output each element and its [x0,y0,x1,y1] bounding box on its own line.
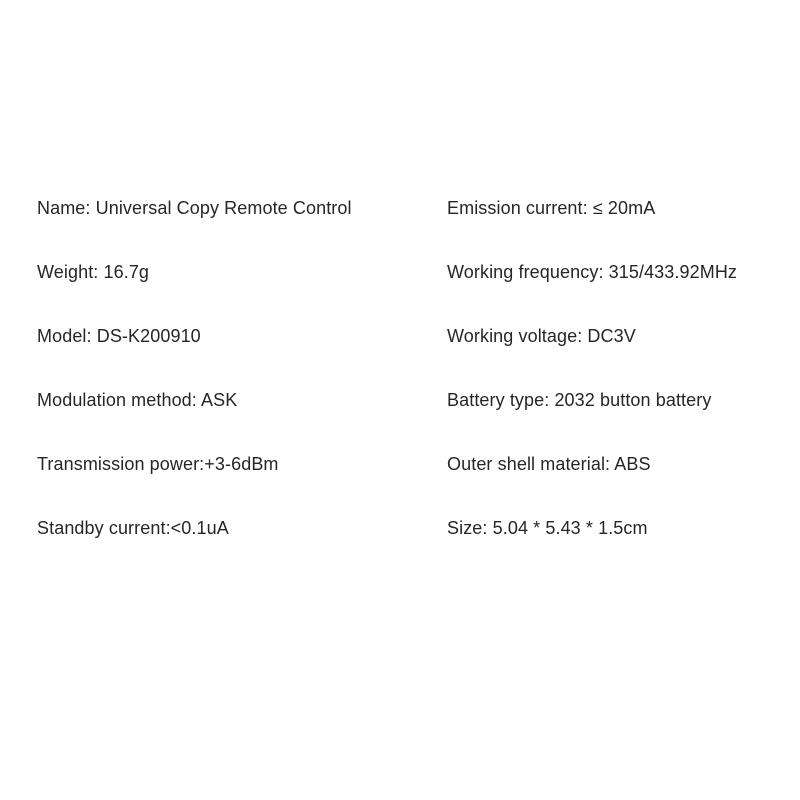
spec-emission-current: Emission current: ≤ 20mA [447,198,656,218]
spec-row [0,514,800,578]
spec-working-voltage: Working voltage: DC3V [447,326,636,346]
spec-size: Size: 5.04 * 5.43 * 1.5cm [447,518,648,538]
spec-battery-type: Battery type: 2032 button battery [447,390,712,410]
spec-standby-current: Standby current:<0.1uA [37,518,229,538]
spec-row [0,450,800,514]
spec-working-frequency: Working frequency: 315/433.92MHz [447,262,738,282]
spec-row [0,258,800,322]
spec-transmission-power: Transmission power:+3-6dBm [37,454,279,474]
spec-row [0,322,800,386]
spec-row [0,194,800,258]
spec-row [0,386,800,450]
spec-model: Model: DS-K200910 [37,326,201,346]
spec-modulation-method: Modulation method: ASK [37,390,238,410]
spec-weight: Weight: 16.7g [37,262,150,282]
spec-name: Name: Universal Copy Remote Control [37,198,352,218]
spec-list [0,194,800,578]
spec-shell-material: Outer shell material: ABS [447,454,651,474]
